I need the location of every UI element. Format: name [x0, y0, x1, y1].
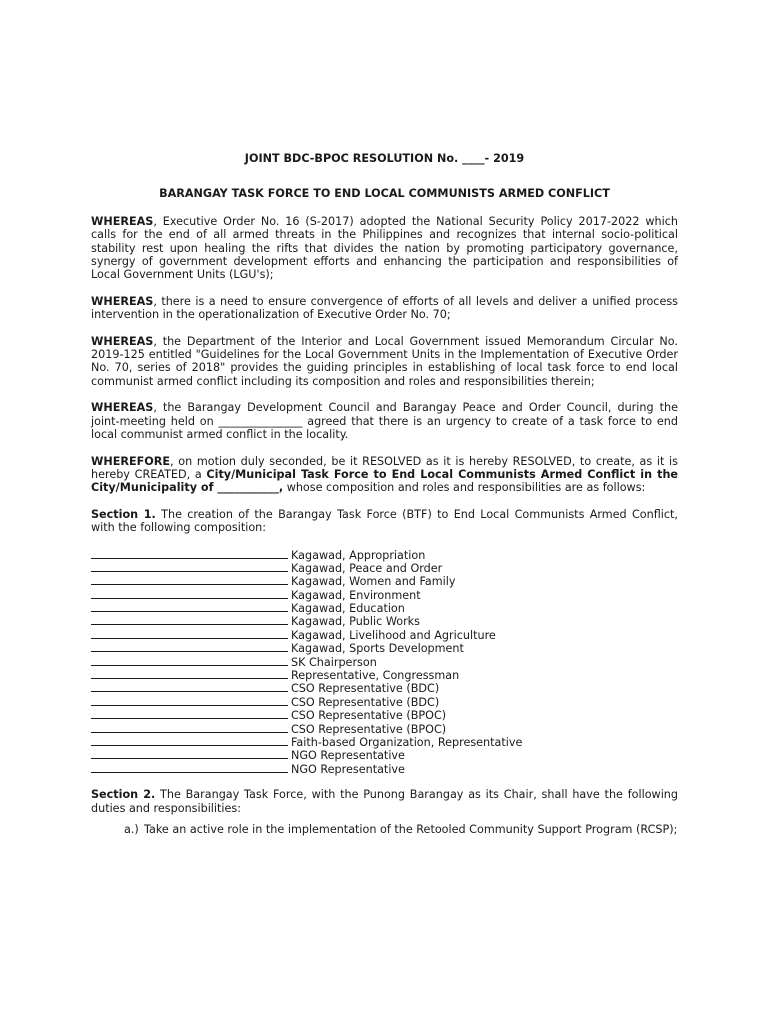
composition-row: [91, 695, 678, 708]
duty-item: [124, 823, 678, 836]
composition-list: [91, 548, 678, 776]
composition-role: NGO Representative: [291, 762, 405, 776]
task-force-name: City/Municipal Task Force to End Local Communists Armed Conflict in the City/Municipality of ___________,: [91, 467, 678, 495]
section-1-text: The creation of the Barangay Task Force (BTF) to End Local Communists Armed Conflict, with the following composition:: [91, 507, 678, 535]
composition-row: [91, 681, 678, 694]
section-1-label: Section 1.: [91, 507, 156, 521]
resolution-title: JOINT BDC-BPOC RESOLUTION No. ____- 2019: [244, 152, 525, 165]
composition-role: Faith-based Organization, Representative: [291, 736, 523, 749]
whereas-label: WHEREAS: [91, 214, 154, 228]
composition-row: [91, 748, 678, 761]
composition-role: CSO Representative (BDC): [291, 695, 440, 709]
whereas-label: WHEREAS: [91, 334, 154, 348]
composition-role: NGO Representative: [291, 749, 405, 763]
signature-blank-line: [91, 548, 288, 559]
composition-row: [91, 561, 678, 574]
wherefore-paragraph: [91, 455, 678, 495]
section-2-text: The Barangay Task Force, with the Punong Barangay as its Chair, shall have the following duties and responsibilities:: [91, 788, 678, 815]
signature-blank-line: [91, 588, 288, 599]
duties-list: [124, 823, 678, 836]
whereas-text: , Executive Order No. 16 (S-2017) adopted the National Security Policy 2017-2022 which calls for the end of all armed threats in the Philippines and recognizes that internal socio-political stability rest upon healing the rifts that divides the nation by promoting participatory governance, synergy of government development efforts and enhancing the participation and responsibilities of Local Government Units (LGU's);: [91, 214, 678, 282]
composition-role: Kagawad, Public Works: [291, 615, 420, 629]
whereas-paragraph-3: [91, 335, 678, 389]
composition-row: [91, 735, 678, 748]
composition-row: [91, 601, 678, 614]
signature-blank-line: [91, 681, 288, 692]
signature-blank-line: [91, 641, 288, 652]
signature-blank-line: [91, 722, 288, 733]
signature-blank-line: [91, 614, 288, 625]
signature-blank-line: [91, 748, 288, 759]
signature-blank-line: [91, 655, 288, 666]
signature-blank-line: [91, 708, 288, 719]
composition-row: [91, 588, 678, 601]
wherefore-text-end: whose composition and roles and responsibilities are as follows:: [283, 481, 646, 495]
resolution-subtitle: BARANGAY TASK FORCE TO END LOCAL COMMUNISTS ARMED CONFLICT: [159, 187, 610, 201]
composition-role: Kagawad, Women and Family: [291, 575, 456, 589]
signature-blank-line: [91, 628, 288, 639]
section-2-label: Section 2.: [91, 788, 156, 802]
composition-role: CSO Representative (BPOC): [291, 709, 447, 723]
whereas-paragraph-2: [91, 295, 678, 322]
signature-blank-line: [91, 561, 288, 572]
whereas-text: , there is a need to ensure convergence of efforts of all levels and deliver a unified process intervention in the operationalization of Executive Order No. 70;: [91, 294, 678, 322]
composition-role: CSO Representative (BDC): [291, 682, 440, 696]
composition-role: SK Chairperson: [291, 655, 377, 669]
composition-row: [91, 614, 678, 627]
duty-label: a.): [124, 822, 139, 836]
composition-row: [91, 574, 678, 587]
composition-row: [91, 641, 678, 654]
wherefore-label: WHEREFORE: [91, 454, 171, 468]
duty-text: Take an active role in the implementation of the Retooled Community Support Program (RCSP);: [144, 822, 678, 836]
composition-role: Kagawad, Sports Development: [291, 642, 464, 656]
composition-role: Kagawad, Environment: [291, 588, 421, 602]
composition-row: [91, 548, 678, 561]
composition-role: Kagawad, Education: [291, 602, 405, 616]
composition-role: Kagawad, Livelihood and Agriculture: [291, 628, 496, 642]
wherefore-text: , on motion duly seconded, be it RESOLVED as it is hereby RESOLVED, to create, as it is hereby CREATED, a: [91, 454, 678, 481]
signature-blank-line: [91, 668, 288, 679]
section-1-paragraph: [91, 508, 678, 535]
whereas-text: , the Department of the Interior and Local Government issued Memorandum Circular No. 2019-125 entitled "Guidelines for the Local Government Units in the Implementation of Executive Order No. 70, series of 2018" provides the guiding principles in establishing of local task force to end local communist armed conflict including its composition and roles and responsibilities therein;: [91, 334, 678, 388]
signature-blank-line: [91, 695, 288, 706]
composition-row: [91, 722, 678, 735]
whereas-label: WHEREAS: [91, 294, 154, 308]
whereas-paragraph-1: [91, 215, 678, 282]
signature-blank-line: [91, 735, 288, 746]
composition-role: CSO Representative (BPOC): [291, 722, 447, 736]
composition-row: [91, 655, 678, 668]
section-2-paragraph: [91, 788, 678, 815]
whereas-paragraph-4: [91, 401, 678, 441]
composition-role: Kagawad, Appropriation: [291, 548, 426, 562]
whereas-label: WHEREAS: [91, 401, 154, 415]
composition-row: [91, 668, 678, 681]
composition-row: [91, 762, 678, 775]
composition-role: Kagawad, Peace and Order: [291, 561, 443, 575]
composition-role: Representative, Congressman: [291, 669, 460, 683]
signature-blank-line: [91, 601, 288, 612]
composition-row: [91, 708, 678, 721]
resolution-document: [91, 152, 678, 836]
signature-blank-line: [91, 574, 288, 585]
signature-blank-line: [91, 762, 288, 773]
composition-row: [91, 628, 678, 641]
whereas-text: , the Barangay Development Council and Barangay Peace and Order Council, during the joint-meeting held on _______________ agreed that there is an urgency to create of a task force to end local communist armed conflict in the locality.: [91, 401, 678, 442]
